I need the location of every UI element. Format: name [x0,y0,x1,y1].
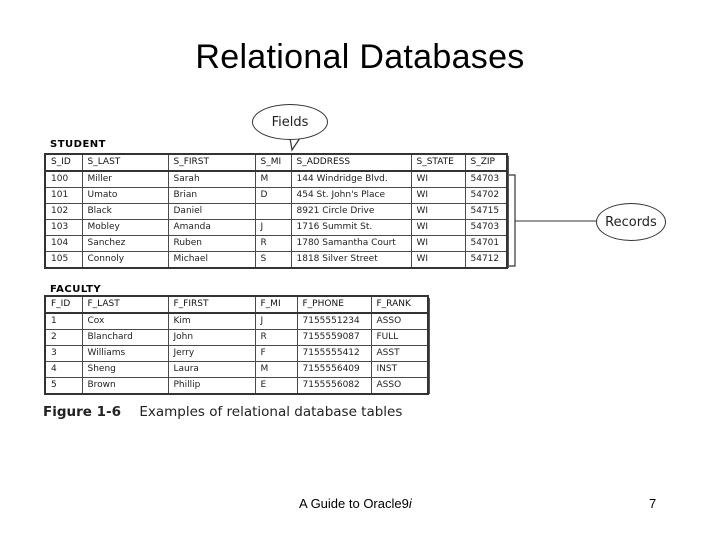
faculty-column-header: F_ID [45,296,82,313]
student-table-cell: 54701 [465,236,507,252]
student-table-cell: 8921 Circle Drive [291,204,411,220]
faculty-table-cell: 5 [45,378,82,395]
records-callout [596,203,666,241]
faculty-table-cell: ASSO [371,313,428,330]
page-number: 7 [649,496,657,511]
student-table-cell: D [255,188,291,204]
faculty-table-cell: F [255,346,297,362]
student-column-header: S_ADDRESS [291,154,411,171]
student-table-cell: 54702 [465,188,507,204]
student-table-cell: M [255,171,291,188]
student-table-cell: R [255,236,291,252]
student-column-header: S_ID [45,154,82,171]
student-table-cell: J [255,220,291,236]
student-table-title: STUDENT [50,139,106,150]
faculty-table-cell: 4 [45,362,82,378]
student-table-cell: 54712 [465,252,507,269]
student-header-row [45,154,507,171]
faculty-table-cell: Cox [82,313,168,330]
faculty-table-cell: 3 [45,346,82,362]
student-column-header: S_LAST [82,154,168,171]
student-table [44,153,508,269]
student-table-cell: WI [411,171,465,188]
faculty-table-cell: Kim [168,313,255,330]
student-table-cell: WI [411,220,465,236]
student-table-cell: Daniel [168,204,255,220]
student-table-cell: 100 [45,171,82,188]
faculty-table-row [45,313,428,330]
student-table-cell: Miller [82,171,168,188]
faculty-table-cell: Jerry [168,346,255,362]
student-table-cell: 1780 Samantha Court [291,236,411,252]
student-column-header: S_FIRST [168,154,255,171]
faculty-table-cell: 7155559087 [297,330,371,346]
student-table-cell: WI [411,236,465,252]
student-table-row [45,236,507,252]
student-table-row [45,204,507,220]
fields-callout-label: Fields [271,114,309,130]
faculty-table-cell: 1 [45,313,82,330]
faculty-table-row [45,378,428,395]
student-table-cell: 1716 Summit St. [291,220,411,236]
student-table-cell: WI [411,188,465,204]
faculty-column-header: F_LAST [82,296,168,313]
student-table-cell: 102 [45,204,82,220]
faculty-column-header: F_RANK [371,296,428,313]
student-table-row [45,252,507,269]
student-column-header: S_STATE [411,154,465,171]
student-table-cell: 105 [45,252,82,269]
faculty-table-cell: Williams [82,346,168,362]
faculty-table-cell: Phillip [168,378,255,395]
student-table-cell: Sanchez [82,236,168,252]
faculty-header-row [45,296,428,313]
faculty-table-cell: Laura [168,362,255,378]
student-column-header: S_ZIP [465,154,507,171]
student-table-cell: Brian [168,188,255,204]
faculty-table-cell: R [255,330,297,346]
faculty-table-cell: M [255,362,297,378]
faculty-table-cell: INST [371,362,428,378]
student-table-cell: 101 [45,188,82,204]
student-table-cell: Sarah [168,171,255,188]
student-table-row [45,220,507,236]
student-table-cell: 54703 [465,220,507,236]
faculty-table-cell: E [255,378,297,395]
student-table-cell: Connoly [82,252,168,269]
faculty-table-cell: Blanchard [82,330,168,346]
records-callout-label: Records [605,214,657,230]
faculty-table-cell: John [168,330,255,346]
faculty-table-cell: ASSO [371,378,428,395]
student-table-cell: Mobley [82,220,168,236]
student-table-row [45,171,507,188]
faculty-column-header: F_FIRST [168,296,255,313]
student-table-cell: 104 [45,236,82,252]
student-table-cell: Amanda [168,220,255,236]
student-table-cell: 1818 Silver Street [291,252,411,269]
records-bracket [509,175,515,266]
student-column-header: S_MI [255,154,291,171]
student-table-cell: 54715 [465,204,507,220]
faculty-table-cell: 7155556409 [297,362,371,378]
faculty-table-cell: 7155556082 [297,378,371,395]
faculty-table-cell: FULL [371,330,428,346]
student-table-cell: WI [411,252,465,269]
slide-title: Relational Databases [195,38,525,76]
fields-callout [252,104,328,140]
faculty-table-cell: Brown [82,378,168,395]
faculty-table-cell: J [255,313,297,330]
faculty-table-row [45,330,428,346]
faculty-table-row [45,346,428,362]
student-table-cell: Michael [168,252,255,269]
footer-text-main: A Guide to Oracle9 [299,496,409,511]
figure-caption-text: Examples of relational database tables [139,404,403,420]
faculty-column-header: F_PHONE [297,296,371,313]
student-table-cell: Umato [82,188,168,204]
student-table-cell: 144 Windridge Blvd. [291,171,411,188]
faculty-column-header: F_MI [255,296,297,313]
student-table-cell: 454 St. John's Place [291,188,411,204]
student-table-cell: 103 [45,220,82,236]
student-table-cell [255,204,291,220]
footer-text-italic: i [408,496,412,511]
faculty-table-cell: 2 [45,330,82,346]
footer-text [299,496,412,511]
figure-caption [43,404,402,420]
faculty-table-cell: Sheng [82,362,168,378]
student-table-cell: S [255,252,291,269]
faculty-table-cell: 7155551234 [297,313,371,330]
faculty-table-row [45,362,428,378]
faculty-table-title: FACULTY [50,284,102,295]
faculty-table-cell: ASST [371,346,428,362]
student-table-cell: Ruben [168,236,255,252]
student-table-row [45,188,507,204]
student-table-cell: WI [411,204,465,220]
student-table-cell: Black [82,204,168,220]
student-table-cell: 54703 [465,171,507,188]
figure-label: Figure 1-6 [43,404,122,420]
faculty-table [44,295,429,395]
faculty-table-cell: 7155555412 [297,346,371,362]
